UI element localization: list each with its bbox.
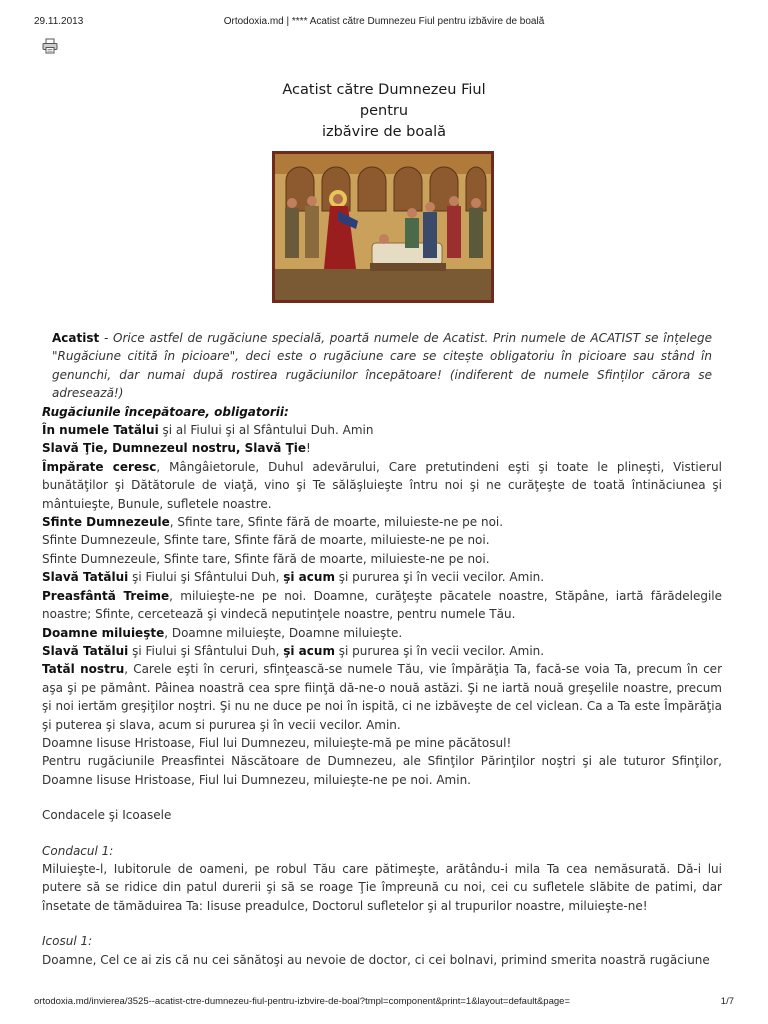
- page-number: 1/7: [720, 996, 734, 1007]
- footer-url: ortodoxia.md/invierea/3525--acatist-ctre-dumnezeu-fiul-pentru-izbvire-de-boal?tmpl=component&print=1&layout=default&page=: [34, 996, 570, 1007]
- prayer-7: Slavă Tatălui şi Fiului şi Sfântului Duh, şi acum şi pururea şi în vecii vecilor. Amin.: [42, 570, 545, 585]
- document-body: [42, 329, 722, 969]
- prayer-9: Doamne miluieşte, Doamne miluieşte, Doamne miluieşte.: [42, 625, 403, 640]
- page-header: [0, 16, 768, 30]
- prayer-1: În numele Tatălui şi al Fiului şi al Sfântului Duh. Amin: [42, 423, 374, 438]
- prayer-5: Sfinte Dumnezeule, Sfinte tare, Sfinte fără de moarte, miluieste-ne pe noi.: [42, 533, 490, 548]
- prayer-12: Doamne Iisuse Hristoase, Fiul lui Dumnezeu, miluieşte-mă pe mine păcătosul!: [42, 735, 512, 750]
- header-date: 29.11.2013: [34, 16, 84, 27]
- intro-term: Acatist: [52, 331, 100, 345]
- section-title: Condacele şi Icoasele: [42, 808, 172, 823]
- prayer-8: Preasfântă Treime, miluieşte-ne pe noi. Doamne, curăţeşte păcatele noastre, Stăpâne, iartă fărădelegile noastre; Sfinte, cercetează şi vindecă neputinţele noastre, pentru numele Tău.: [42, 588, 722, 622]
- icos-1-label: Icosul 1:: [42, 934, 93, 949]
- page-footer: [0, 996, 768, 1010]
- title-line-1: Acatist către Dumnezeu Fiul: [282, 82, 486, 98]
- intro-paragraph: [42, 329, 722, 403]
- header-page-title: Ortodoxia.md | **** Acatist către Dumnezeu Fiul pentru izbăvire de boală: [223, 16, 545, 27]
- condac-1-text: Miluieşte-l, Iubitorule de oameni, pe robul Tău care pătimeşte, arătându-i mila Ta cea nemăsurată. Dă-i lui putere să se ridice din patul durerii şi să se roage Ţie împreună cu noi, cei cu sufletele slăbite de patimi, dar însetate de tămăduirea Ta: Iisuse preadulce, Doctorul sufletelor şi al trupurilor noastre, miluieşte-ne!: [42, 861, 722, 913]
- condac-1-label: Condacul 1:: [42, 843, 114, 858]
- prayer-11: Tatăl nostru, Carele eşti în ceruri, sfinţească-se numele Tău, vie împărăţia Ta, facă-se voia Ta, precum în cer aşa şi pe pământ. Pâinea noastră cea spre fiinţă dă-ne-o nouă astăzi. Şi ne iartă nouă greşelile noastre, precum şi noi iertăm greşiţilor noştri. Şi nu ne duce pe noi în ispită, ci ne izbăveşte de cel viclean. Ca a Ta este Împărăţia şi puterea şi slava, acum si pururea şi în vecii vecilor. Amin.: [42, 662, 722, 732]
- title-line-2: pentru: [359, 103, 409, 119]
- intro-text: - Orice astfel de rugăciune specială, poartă numele de Acatist. Prin numele de ACATIST se înțelege "Rugăciune citită în picioare", deci este o rugăciune care se citește obligatoriu în picioare sau stând în genunchi, dar numai după rostirea rugăciunilor începătoare! (indiferent de numele Sfinților cărora se adresează!): [52, 331, 712, 401]
- prayer-6: Sfinte Dumnezeule, Sfinte tare, Sfinte fără de moarte, miluieste-ne pe noi.: [42, 551, 490, 566]
- title-line-3: izbăvire de boală: [321, 124, 447, 140]
- prayer-3: Împărate ceresc, Mângâietorule, Duhul adevărului, Care pretutindeni eşti şi toate le plineşti, Vistierul bunătăţilor şi Dătătorule de viaţă, vino şi Te sălăşluieşte întru noi şi ne curăţeşte de toată întinăciunea şi mântuieşte, Bunule, sufletele noastre.: [42, 459, 722, 511]
- icon-image: [272, 151, 494, 303]
- prayer-2: Slavă Ţie, Dumnezeul nostru, Slavă Ţie!: [42, 441, 311, 456]
- prayer-10: Slavă Tatălui şi Fiului şi Sfântului Duh, şi acum şi pururea şi în vecii vecilor. Amin.: [42, 643, 545, 658]
- printer-icon[interactable]: [42, 38, 58, 54]
- prayer-13: Pentru rugăciunile Preasfintei Născătoare de Dumnezeu, ale Sfinţilor Părinţilor noştri şi ale tuturor Sfinţilor, Doamne Iisuse Hristoase, Fiul lui Dumnezeu, miluieşte-ne pe noi. Amin.: [42, 754, 722, 787]
- icos-1-text: Doamne, Cel ce ai zis că nu cei sănătoşi au nevoie de doctor, ci cei bolnavi, primind smerita noastră rugăciune: [42, 952, 710, 967]
- document-title: [0, 80, 768, 143]
- prayer-4: Sfinte Dumnezeule, Sfinte tare, Sfinte fără de moarte, miluieste-ne pe noi.: [42, 515, 504, 530]
- prayers-heading: Rugăciunile începătoare, obligatorii:: [42, 404, 289, 419]
